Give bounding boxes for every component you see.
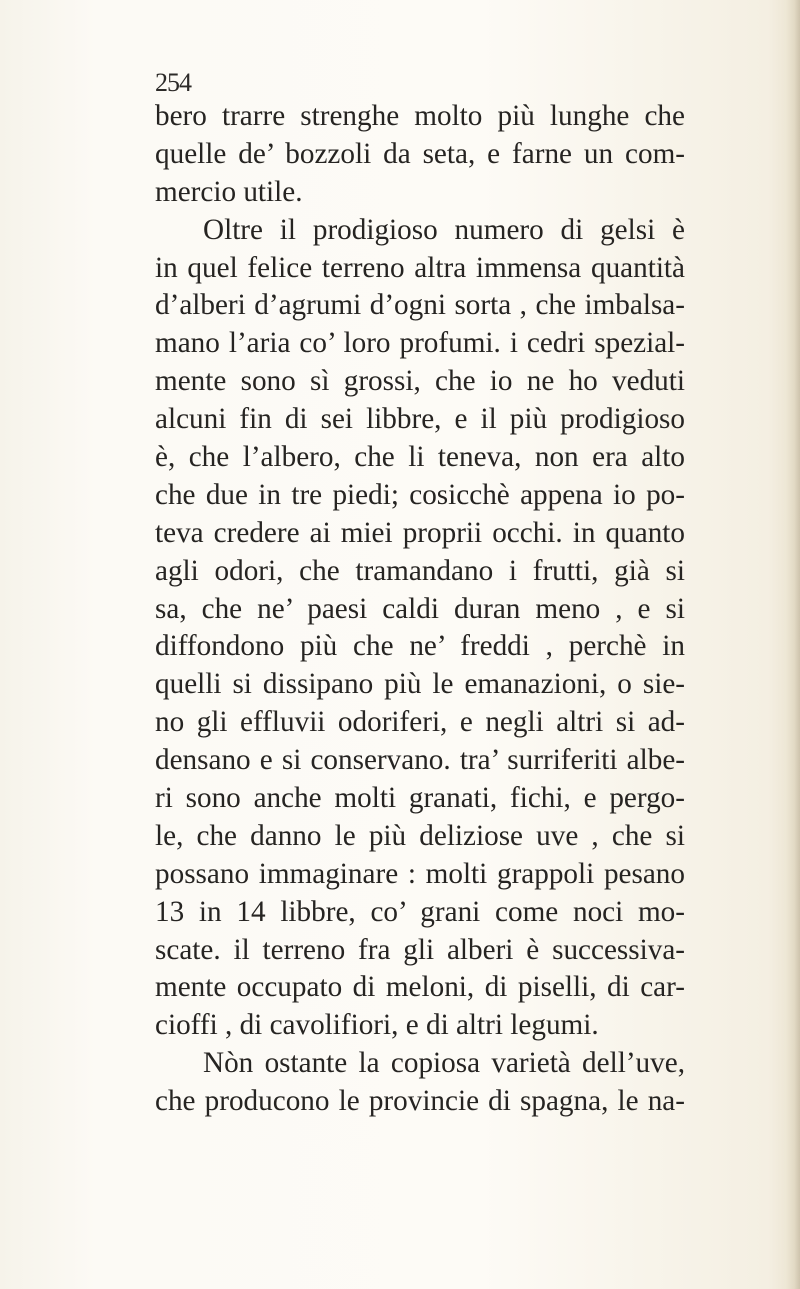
text-line: no gli effluvii odoriferi, e negli altri si ad- [155,706,685,739]
text-line: d’alberi d’agrumi d’ogni sorta , che imbalsa- [155,289,685,322]
text-line: mano l’aria co’ loro profumi. i cedri spezial- [155,327,685,360]
text-line: le, che danno le più deliziose uve , che si [155,819,685,852]
text-line: scate. il terreno fra gli alberi è successiva- [155,933,685,966]
text-line: mente sono sì grossi, che io ne ho veduti [155,365,685,398]
text-line: teva credere ai miei proprii occhi. in quanto [155,516,685,549]
text-line: che due in tre piedi; cosicchè appena io po- [155,478,685,511]
text-line: Nòn ostante la copiosa varietà dell’uve, [203,1047,685,1080]
page-number: 254 [155,68,191,97]
text-line: densano e si conservano. tra’ surriferiti albe- [155,744,685,777]
text-line: diffondono più che ne’ freddi , perchè in [155,630,685,663]
text-line: Oltre il prodigioso numero di gelsi è [203,213,685,246]
text-line: in quel felice terreno altra immensa quantità [155,251,685,284]
text-line: cioffi , di cavolifiori, e di altri legumi. [155,1009,599,1042]
text-line: mercio utile. [155,175,303,208]
text-line: mente occupato di meloni, di piselli, di car- [155,971,685,1004]
text-line: quelle de’ bozzoli da seta, e farne un com- [155,137,685,170]
text-line: è, che l’albero, che li teneva, non era alto [155,441,685,474]
text-line: agli odori, che tramandano i frutti, già si [155,554,685,587]
text-line: possano immaginare : molti grappoli pesano [155,857,685,890]
text-line: alcuni fin di sei libbre, e il più prodigioso [155,403,685,436]
text-line: 13 in 14 libbre, co’ grani come noci mo- [155,895,685,928]
text-line: bero trarre strenghe molto più lunghe che [155,100,685,132]
body-text [155,98,685,1121]
text-line: ri sono anche molti granati, fichi, e pergo- [155,782,685,815]
text-line: che producono le provincie di spagna, le na- [155,1085,685,1118]
text-line: quelli si dissipano più le emanazioni, o sie- [155,668,685,701]
page-edge-shadow [786,0,800,1289]
text-line: sa, che ne’ paesi caldi duran meno , e si [155,592,685,625]
